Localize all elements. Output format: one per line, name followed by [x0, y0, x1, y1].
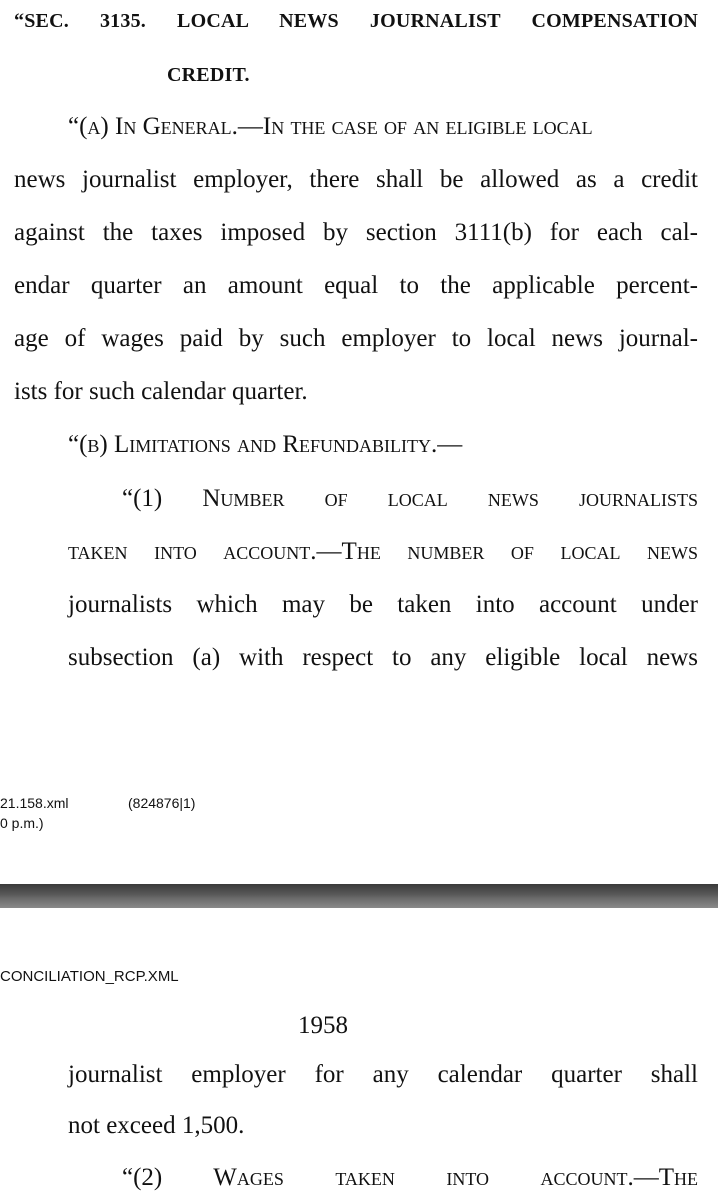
subsection-a-line-1 [68, 112, 698, 142]
paragraph-b1-text-2: taken into account.—The number of local news [68, 538, 698, 565]
subsection-a-line-2: news journalist employer, there shall be allowed as a credit [14, 166, 698, 193]
subsection-a-line-5: age of wages paid by such employer to local news journal- [14, 325, 698, 352]
paragraph-b1-line-3: journalists which may be taken into account under [68, 591, 698, 618]
subsection-a-line-6: ists for such calendar quarter. [14, 378, 308, 405]
subsection-a-line-3: against the taxes imposed by section 3111(b) for each cal- [14, 219, 698, 246]
subsection-a-line-4: endar quarter an amount equal to the applicable percent- [14, 272, 698, 299]
page2-line-1: journalist employer for any calendar quarter shall [68, 1061, 698, 1088]
page2-line-2: not exceed 1,500. [68, 1112, 245, 1139]
subsection-a-text: “(a) In General.—In the case of an eligible local [68, 113, 593, 140]
page-header-filename: CONCILIATION_RCP.XML [0, 968, 179, 985]
paragraph-b1-line-1: “(1) Number of local news journalists [122, 485, 698, 512]
page-break-divider [0, 884, 718, 908]
footer-timestamp: 0 p.m.) [0, 815, 44, 831]
document-page-2 [0, 908, 718, 1200]
paragraph-b1-line-4: subsection (a) with respect to any eligible local news [68, 644, 698, 671]
footer-filename: 21.158.xml [0, 795, 69, 811]
section-heading-line-2: CREDIT. [167, 64, 250, 86]
subsection-b-heading: “(b) Limitations and Refundability.— [68, 431, 463, 458]
paragraph-b1-line-2 [68, 537, 698, 567]
page2-line-3: “(2) Wages taken into account.—The [122, 1164, 698, 1191]
footer-document-id: (824876|1) [128, 795, 196, 811]
section-heading-line-1: “SEC. 3135. LOCAL NEWS JOURNALIST COMPENSATION [14, 10, 698, 32]
page-number: 1958 [298, 1012, 348, 1039]
